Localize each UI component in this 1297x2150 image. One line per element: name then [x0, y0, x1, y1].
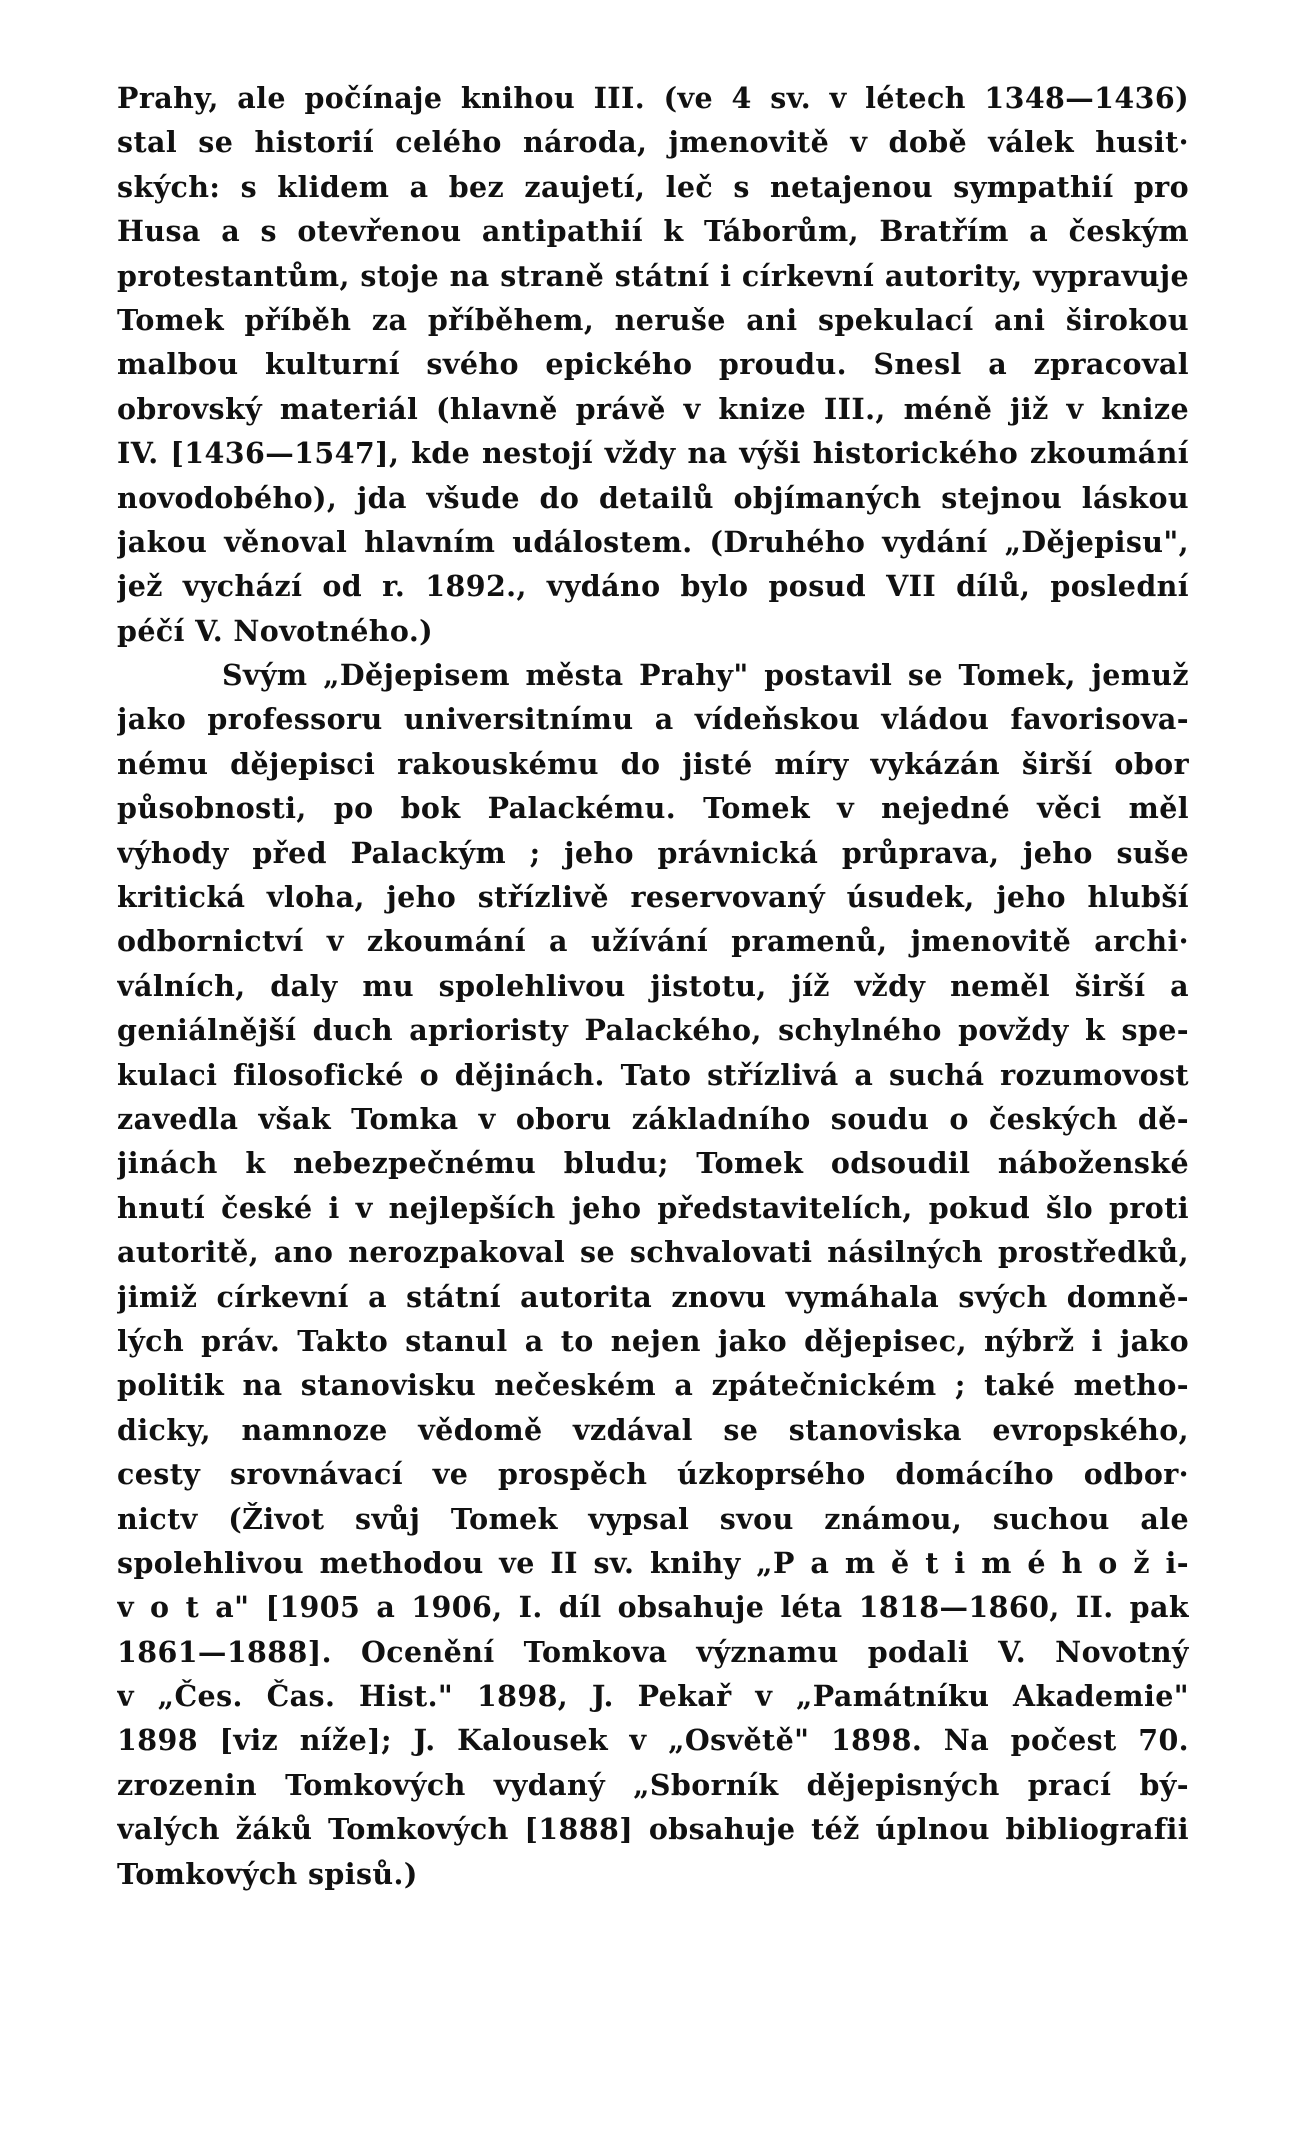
paragraph-last-line: péčí V. Novotného.): [117, 613, 434, 648]
text-line: 1898 [viz níže]; J. Kalousek v „Osvětě" 1898. Na počest 70.: [117, 1723, 1189, 1758]
text-line: stal se historií celého národa, jmenovitě v době válek husit·: [117, 125, 1189, 160]
text-line: zavedla však Tomka v oboru základního soudu o českých dě-: [117, 1101, 1189, 1136]
text-line: odbornictví v zkoumání a užívání pramenů, jmenovitě archi·: [117, 924, 1189, 959]
text-line: 1861—1888]. Ocenění Tomkova významu podali V. Novotný: [117, 1634, 1189, 1669]
text-line: IV. [1436—1547], kde nestojí vždy na výši historického zkoumání: [117, 436, 1189, 471]
text-line: v o t a" [1905 a 1906, I. díl obsahuje léta 1818—1860, II. pak: [117, 1590, 1189, 1625]
text-line: novodobého), jda všude do detailů objímaných stejnou láskou: [117, 480, 1189, 515]
text-line: spolehlivou methodou ve II sv. knihy „P a m ě t i m é h o ž i-: [117, 1545, 1189, 1580]
body-text: [117, 76, 1189, 1896]
text-line: působnosti, po bok Palackému. Tomek v nejedné věci měl: [117, 791, 1189, 826]
text-line: válních, daly mu spolehlivou jistotu, jíž vždy neměl širší a: [117, 968, 1189, 1003]
text-line: obrovský materiál (hlavně právě v knize III., méně již v knize: [117, 391, 1189, 426]
text-line: dicky, namnoze vědomě vzdával se stanoviska evropského,: [117, 1412, 1189, 1447]
text-line: jako professoru universitnímu a vídeňskou vládou favorisova-: [117, 702, 1189, 737]
text-line: lých práv. Takto stanul a to nejen jako dějepisec, nýbrž i jako: [117, 1323, 1189, 1358]
paragraph-first-line: Svým „Dějepisem města Prahy" postavil se Tomek, jemuž: [222, 658, 1189, 693]
text-line: malbou kulturní svého epického proudu. Snesl a zpracoval: [117, 347, 1189, 382]
text-line: hnutí české i v nejlepších jeho představitelích, pokud šlo proti: [117, 1190, 1189, 1225]
text-line: autoritě, ano nerozpakoval se schvalovati násilných prostředků,: [117, 1235, 1189, 1270]
text-line: jinách k nebezpečnému bludu; Tomek odsoudil náboženské: [117, 1146, 1189, 1181]
text-line: zrozenin Tomkových vydaný „Sborník dějepisných prací bý-: [117, 1767, 1189, 1802]
text-line: cesty srovnávací ve prospěch úzkoprsého domácího odbor·: [117, 1457, 1189, 1492]
paragraph-last-line: Tomkových spisů.): [117, 1856, 418, 1891]
text-line: kritická vloha, jeho střízlivě reservovaný úsudek, jeho hlubší: [117, 880, 1189, 915]
text-line: Tomek příběh za příběhem, neruše ani spekulací ani širokou: [117, 302, 1189, 337]
text-line: v „Čes. Čas. Hist." 1898, J. Pekař v „Památníku Akademie": [117, 1679, 1189, 1714]
text-line: nému dějepisci rakouskému do jisté míry vykázán širší obor: [117, 746, 1189, 781]
text-line: jimiž církevní a státní autorita znovu vymáhala svých domně-: [117, 1279, 1189, 1314]
text-line: výhody před Palackým ; jeho právnická průprava, jeho suše: [117, 835, 1189, 870]
text-line: nictv (Život svůj Tomek vypsal svou známou, suchou ale: [117, 1501, 1189, 1536]
text-line: Husa a s otevřenou antipathií k Táborům, Bratřím a českým: [117, 214, 1189, 249]
text-line: Prahy, ale počínaje knihou III. (ve 4 sv. v létech 1348—1436): [117, 81, 1189, 115]
text-line: kulaci filosofické o dějinách. Tato střízlivá a suchá rozumovost: [117, 1057, 1189, 1092]
text-line: politik na stanovisku nečeském a zpátečnickém ; také metho-: [117, 1368, 1189, 1403]
text-line: protestantům, stoje na straně státní i církevní autority, vypravuje: [117, 258, 1189, 293]
text-line: valých žáků Tomkových [1888] obsahuje též úplnou bibliografii: [117, 1812, 1189, 1847]
text-line: jež vychází od r. 1892., vydáno bylo posud VII dílů, poslední: [117, 569, 1189, 604]
text-line: ských: s klidem a bez zaujetí, leč s netajenou sympathií pro: [117, 169, 1189, 204]
text-line: jakou věnoval hlavním událostem. (Druhého vydání „Dějepisu",: [117, 524, 1189, 559]
text-line: geniálnější duch aprioristy Palackého, schylného povždy k spe-: [117, 1013, 1189, 1048]
